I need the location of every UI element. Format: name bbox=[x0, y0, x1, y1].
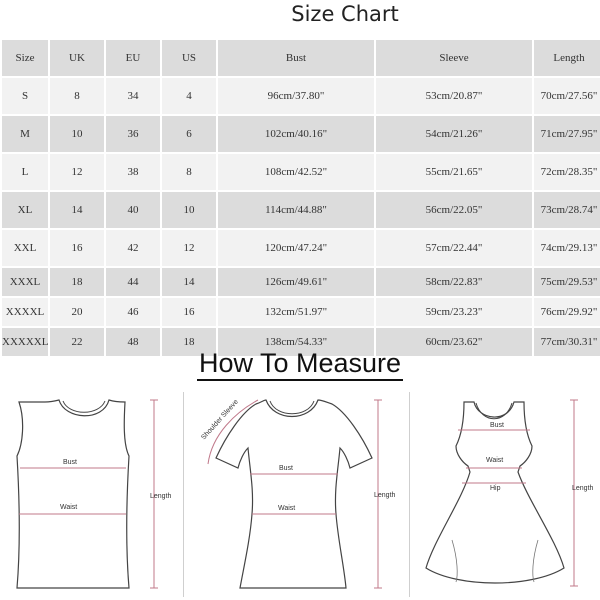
table-row bbox=[2, 298, 600, 326]
size-chart-title-text: Size Chart bbox=[291, 2, 399, 26]
cell-eu: 34 bbox=[106, 78, 160, 114]
cell-uk: 18 bbox=[50, 268, 104, 296]
dress-neckline bbox=[476, 403, 512, 419]
cell-eu: 36 bbox=[106, 116, 160, 152]
cell-bust: 120cm/47.24" bbox=[218, 230, 374, 266]
cell-us: 10 bbox=[162, 192, 216, 228]
cell-length: 73cm/28.74" bbox=[534, 192, 600, 228]
cell-us: 12 bbox=[162, 230, 216, 266]
dress-skirt-fold bbox=[452, 540, 457, 582]
cell-eu: 48 bbox=[106, 328, 160, 356]
cell-length: 76cm/29.92" bbox=[534, 298, 600, 326]
table-row bbox=[2, 116, 600, 152]
cell-length: 71cm/27.95" bbox=[534, 116, 600, 152]
table-row bbox=[2, 192, 600, 228]
cell-eu: 44 bbox=[106, 268, 160, 296]
dress-skirt-fold bbox=[533, 540, 538, 582]
cell-uk: 12 bbox=[50, 154, 104, 190]
table-row bbox=[2, 268, 600, 296]
cell-bust: 102cm/40.16" bbox=[218, 116, 374, 152]
cell-size: XXXL bbox=[2, 268, 48, 296]
cell-eu: 38 bbox=[106, 154, 160, 190]
tank-top-waist-label: Waist bbox=[60, 504, 78, 511]
cell-uk: 10 bbox=[50, 116, 104, 152]
table-header-row bbox=[2, 40, 600, 76]
cell-sleeve: 55cm/21.65" bbox=[376, 154, 532, 190]
dress-waist-label: Waist bbox=[486, 457, 504, 464]
dress-bust-label: Bust bbox=[490, 422, 505, 429]
cell-size: S bbox=[2, 78, 48, 114]
cell-uk: 16 bbox=[50, 230, 104, 266]
cell-size: XXXXL bbox=[2, 298, 48, 326]
cell-eu: 46 bbox=[106, 298, 160, 326]
cell-length: 72cm/28.35" bbox=[534, 154, 600, 190]
cell-size: XXL bbox=[2, 230, 48, 266]
cell-sleeve: 56cm/22.05" bbox=[376, 192, 532, 228]
cell-sleeve: 57cm/22.44" bbox=[376, 230, 532, 266]
panel-divider bbox=[183, 392, 184, 597]
cell-sleeve: 53cm/20.87" bbox=[376, 78, 532, 114]
header-bust: Bust bbox=[218, 40, 374, 76]
tank-top-diagram bbox=[5, 390, 183, 600]
how-to-measure-heading bbox=[0, 348, 600, 379]
cell-size: XXXXXL bbox=[2, 328, 48, 356]
cell-uk: 22 bbox=[50, 328, 104, 356]
header-uk: UK bbox=[50, 40, 104, 76]
header-length: Length bbox=[534, 40, 600, 76]
tshirt-shoulder-sleeve-label: Shoulder Sleeve bbox=[200, 398, 240, 442]
how-to-measure-text: How To Measure bbox=[197, 348, 403, 381]
tshirt-outline bbox=[216, 400, 372, 588]
cell-us: 16 bbox=[162, 298, 216, 326]
cell-us: 18 bbox=[162, 328, 216, 356]
table-row bbox=[2, 230, 600, 266]
header-size: Size bbox=[2, 40, 48, 76]
header-sleeve: Sleeve bbox=[376, 40, 532, 76]
cell-length: 77cm/30.31" bbox=[534, 328, 600, 356]
cell-size: M bbox=[2, 116, 48, 152]
cell-sleeve: 54cm/21.26" bbox=[376, 116, 532, 152]
cell-sleeve: 58cm/22.83" bbox=[376, 268, 532, 296]
cell-bust: 96cm/37.80" bbox=[218, 78, 374, 114]
cell-us: 8 bbox=[162, 154, 216, 190]
tank-top-length-label: Length bbox=[150, 493, 172, 500]
cell-eu: 42 bbox=[106, 230, 160, 266]
cell-length: 75cm/29.53" bbox=[534, 268, 600, 296]
dress-outline bbox=[426, 402, 564, 583]
table-row bbox=[2, 78, 600, 114]
header-us: US bbox=[162, 40, 216, 76]
size-chart-title bbox=[0, 0, 600, 28]
cell-bust: 138cm/54.33" bbox=[218, 328, 374, 356]
cell-size: L bbox=[2, 154, 48, 190]
size-chart-table bbox=[0, 38, 600, 358]
cell-length: 70cm/27.56" bbox=[534, 78, 600, 114]
cell-uk: 8 bbox=[50, 78, 104, 114]
cell-sleeve: 60cm/23.62" bbox=[376, 328, 532, 356]
tshirt-length-label: Length bbox=[374, 492, 396, 499]
cell-bust: 114cm/44.88" bbox=[218, 192, 374, 228]
tshirt-waist-label: Waist bbox=[278, 505, 296, 512]
tank-top-neckline bbox=[63, 401, 105, 412]
cell-bust: 132cm/51.97" bbox=[218, 298, 374, 326]
cell-uk: 20 bbox=[50, 298, 104, 326]
cell-sleeve: 59cm/23.23" bbox=[376, 298, 532, 326]
header-eu: EU bbox=[106, 40, 160, 76]
dress-hip-label: Hip bbox=[490, 485, 501, 492]
cell-us: 6 bbox=[162, 116, 216, 152]
cell-us: 4 bbox=[162, 78, 216, 114]
tshirt-bust-label: Bust bbox=[279, 465, 294, 472]
dress-length-label: Length bbox=[572, 485, 594, 492]
cell-bust: 126cm/49.61" bbox=[218, 268, 374, 296]
cell-length: 74cm/29.13" bbox=[534, 230, 600, 266]
cell-uk: 14 bbox=[50, 192, 104, 228]
cell-bust: 108cm/42.52" bbox=[218, 154, 374, 190]
cell-size: XL bbox=[2, 192, 48, 228]
cell-eu: 40 bbox=[106, 192, 160, 228]
tank-top-bust-label: Bust bbox=[63, 459, 78, 466]
tshirt-diagram bbox=[186, 390, 408, 600]
tank-top-outline bbox=[17, 400, 129, 588]
dress-diagram bbox=[412, 390, 598, 600]
cell-us: 14 bbox=[162, 268, 216, 296]
panel-divider bbox=[409, 392, 410, 597]
table-row bbox=[2, 154, 600, 190]
